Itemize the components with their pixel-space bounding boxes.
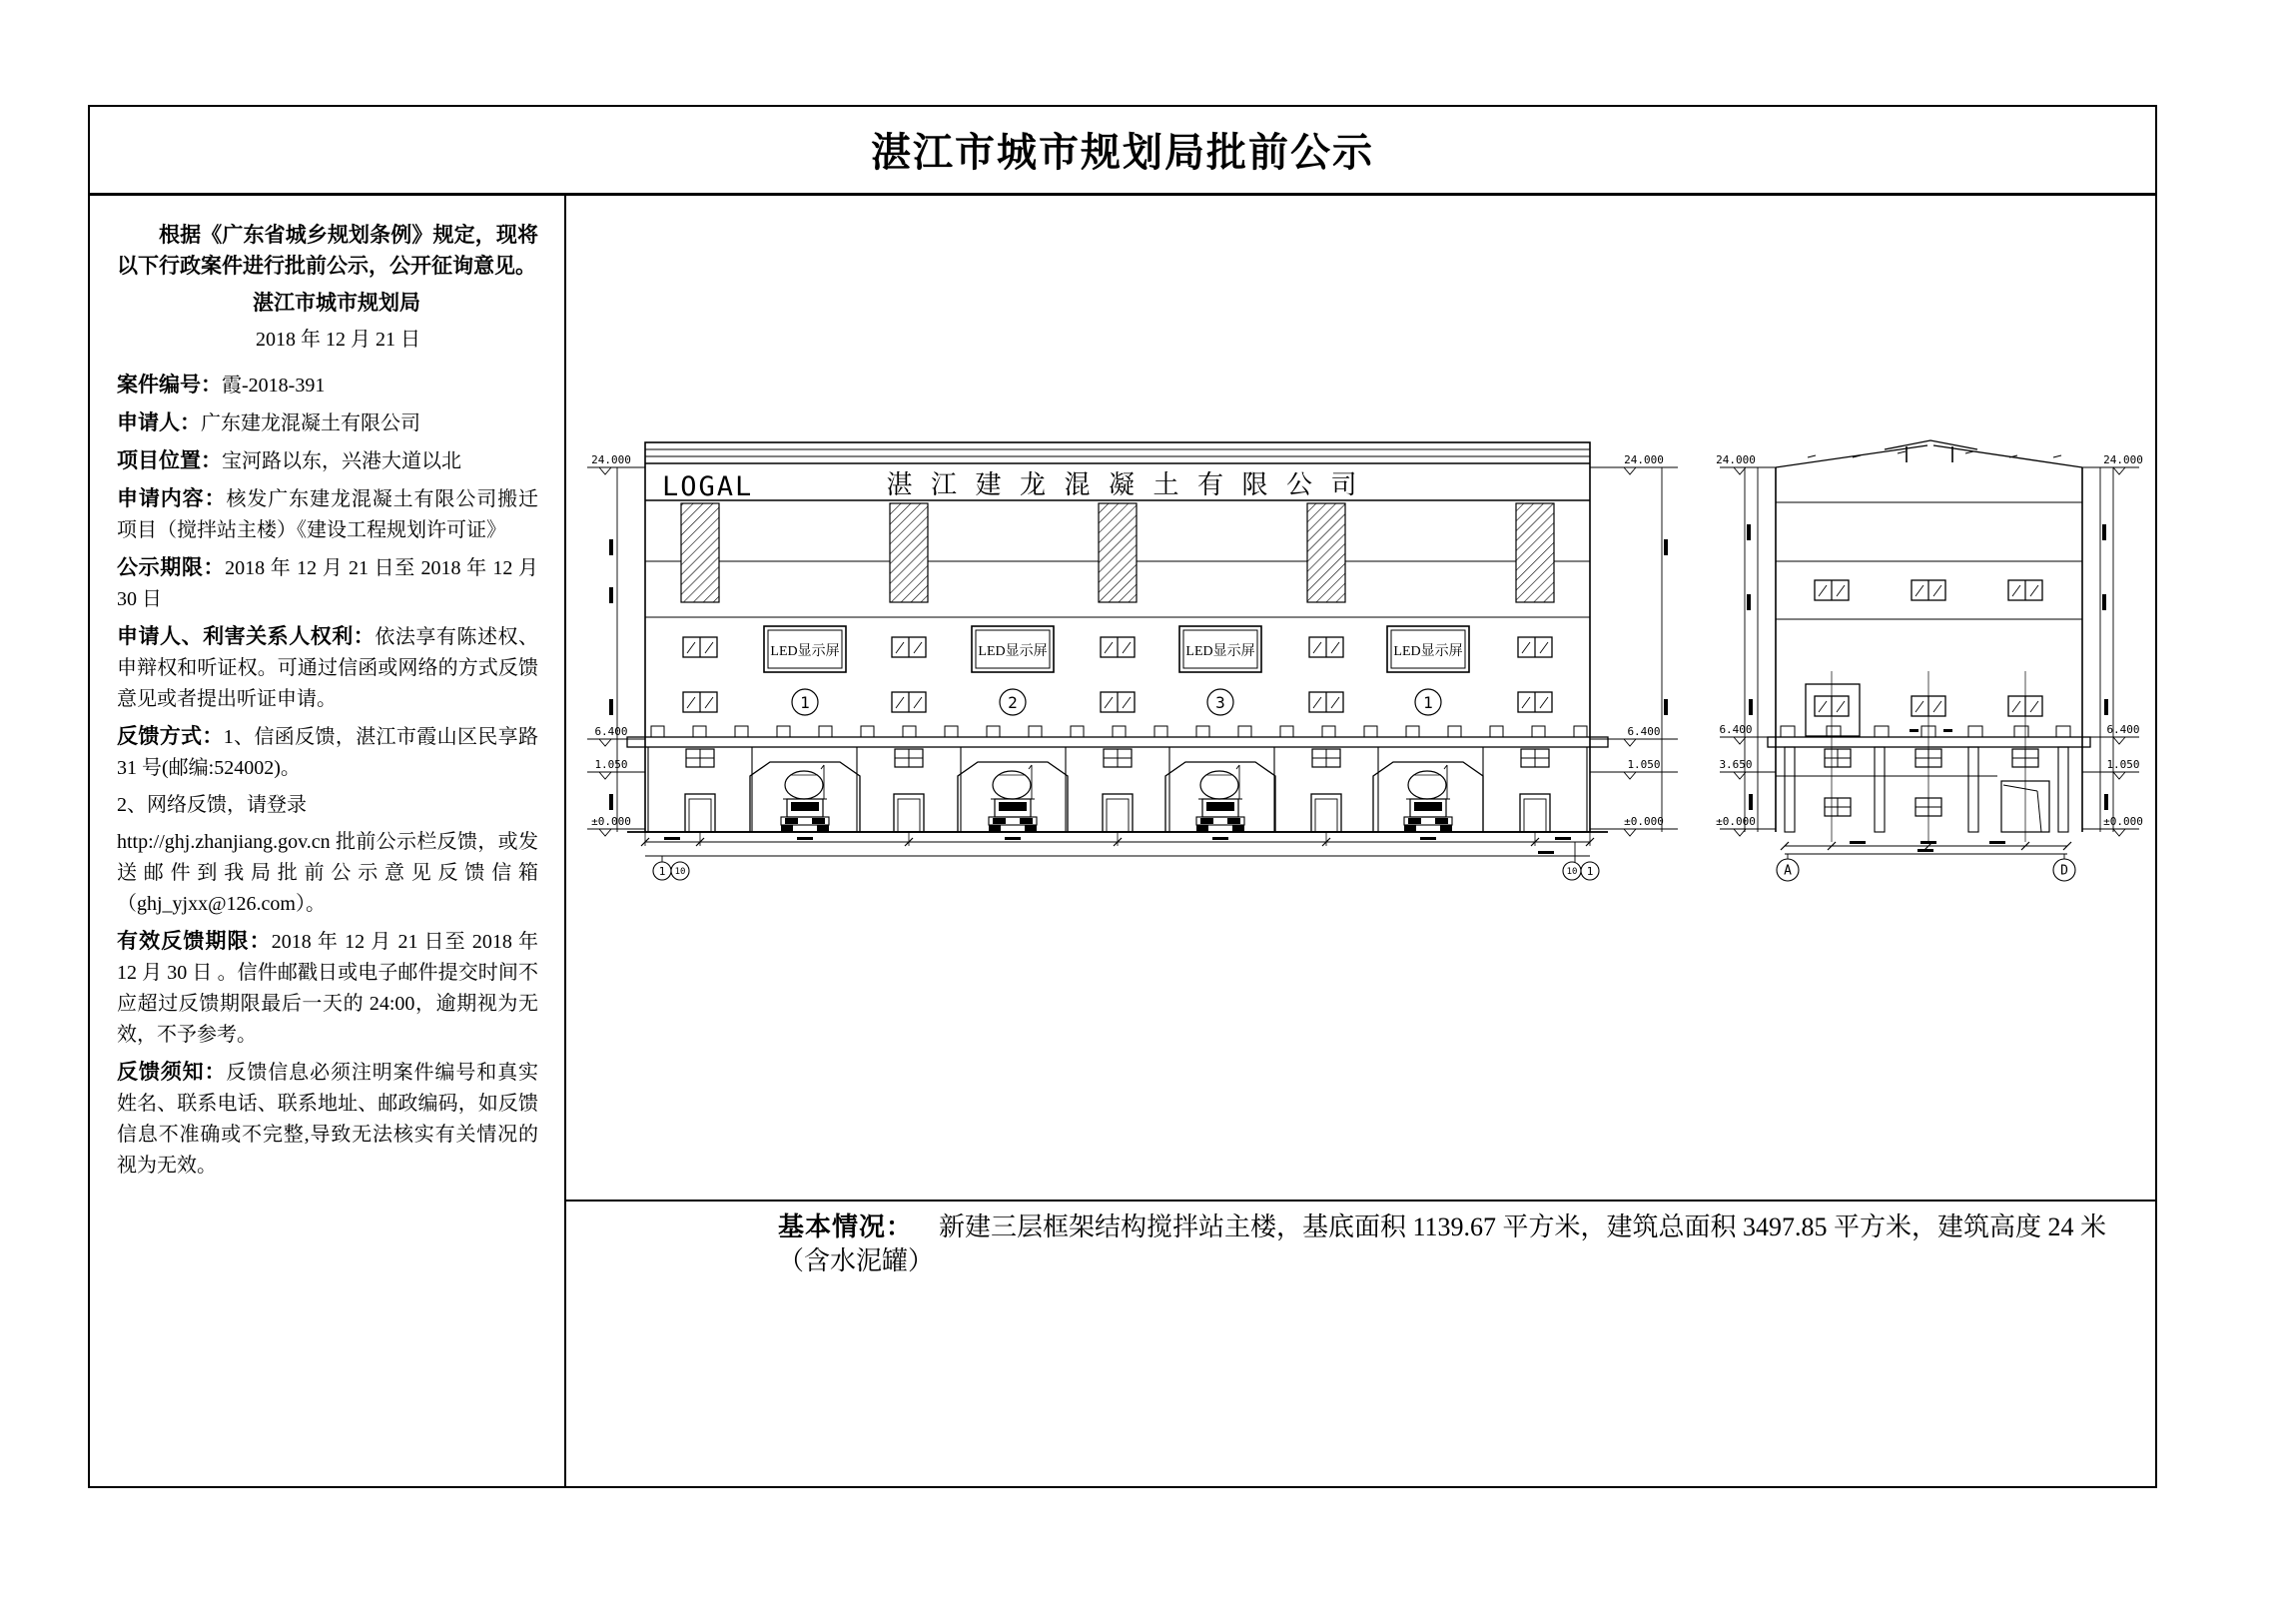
svg-text:24.000: 24.000 [2103,453,2143,466]
notice-authority: 湛江市城市规划局 [253,291,420,315]
svg-text:1.050: 1.050 [594,758,628,771]
svg-text:6.400: 6.400 [594,725,628,738]
notice-item-feedback-online: 2、网络反馈，请登录 [117,794,307,816]
svg-text:LED显示屏: LED显示屏 [978,644,1048,659]
notice-item-case-number: 案件编号：霞-2018-391 [117,373,326,397]
svg-text:24.000: 24.000 [1624,453,1664,466]
main-levels-right [1590,453,1678,836]
svg-text:24.000: 24.000 [591,453,631,466]
svg-text:D: D [2060,863,2068,879]
window [2008,580,2042,600]
window [1518,637,1552,657]
svg-text:LED显示屏: LED显示屏 [1185,644,1255,659]
bay-number-bubble [1415,689,1441,715]
bay-number-bubble [1000,689,1026,715]
main-dimensions [641,832,1599,880]
small-window [1825,798,1851,816]
window [1309,637,1343,657]
door [1103,794,1133,832]
footer-text: 新建三层框架结构搅拌站主楼，基底面积 1139.67 平方米，建筑总面积 3497.85 平方米，建筑高度 24 米（含水泥罐） [778,1212,2107,1275]
small-window [895,749,923,767]
window [1815,580,1849,600]
bay-number-bubble [1207,689,1233,715]
svg-text:A: A [1784,863,1792,879]
window [1101,692,1135,712]
hatched-column [1516,503,1554,602]
small-window [1104,749,1132,767]
notice-item-rights: 申请人、利害关系人权利：依法享有陈述权、申辩权和听证权。可通过信函或网络的方式反馈意见或者提出听证申请。 [117,624,539,710]
window [1101,637,1135,657]
notice-intro: 根据《广东省城乡规划条例》规定，现将以下行政案件进行批前公示，公开征询意见。 [117,223,538,278]
hatched-column [890,503,928,602]
svg-text:±0.000: ±0.000 [591,815,631,828]
svg-text:1: 1 [800,693,810,712]
company-sign: 湛 江 建 龙 混 凝 土 有 限 公 司 [886,470,1363,499]
logo-text: LOGAL [662,471,754,502]
footer-divider [566,1200,2157,1202]
led-display [1179,626,1261,672]
notice-item-location: 项目位置：宝河路以东，兴港大道以北 [117,448,461,472]
bay-number-bubble [792,689,818,715]
main-elevation [627,442,1608,832]
svg-text:24.000: 24.000 [1716,453,1756,466]
svg-text:1: 1 [1586,864,1594,878]
main-levels-left [587,453,645,836]
svg-text:10: 10 [674,867,686,878]
door [1311,794,1341,832]
notice-date: 2018 年 12 月 21 日 [256,329,420,351]
svg-text:6.400: 6.400 [2106,723,2140,736]
svg-text:1: 1 [658,864,666,878]
svg-text:10: 10 [1566,867,1578,878]
svg-text:6.400: 6.400 [1719,723,1753,736]
notice-item-applicant: 申请人：广东建龙混凝土有限公司 [117,410,420,434]
mixer-truck [1196,765,1244,832]
svg-text:LED显示屏: LED显示屏 [1393,644,1463,659]
svg-text:1.050: 1.050 [1627,758,1661,771]
door [685,794,715,832]
small-window [1521,749,1549,767]
svg-text:3: 3 [1215,693,1225,712]
small-window [1825,749,1851,767]
svg-text:LED显示屏: LED显示屏 [770,644,840,659]
svg-text:3.650: 3.650 [1719,758,1753,771]
mixer-truck [781,765,829,832]
svg-text:±0.000: ±0.000 [2103,815,2143,828]
window [1912,580,1945,600]
side-levels-left [1716,453,1776,836]
window [892,692,926,712]
mixer-truck [1404,765,1452,832]
led-display [972,626,1054,672]
window [1518,692,1552,712]
hatched-column [681,503,719,602]
hatched-column [1307,503,1345,602]
door [894,794,924,832]
footer-label: 基本情况： [778,1212,914,1241]
svg-text:±0.000: ±0.000 [1716,815,1756,828]
window [892,637,926,657]
notice-item-feedback-method: 反馈方式：1、信函反馈，湛江市霞山区民享路 31 号(邮编:524002)。 [117,724,538,779]
led-display [1387,626,1469,672]
led-display [764,626,846,672]
side-dimensions [1777,841,2075,881]
side-elevation [1768,440,2090,842]
side-levels-right [2082,453,2143,836]
page-title: 湛江市城市规划局批前公示 [871,129,1374,175]
window [1309,692,1343,712]
svg-text:±0.000: ±0.000 [1624,815,1664,828]
window [683,637,717,657]
mixer-truck [989,765,1037,832]
hatched-column [1099,503,1137,602]
notice-item-feedback-url: http://ghj.zhanjiang.gov.cn 批前公示栏反馈，或发送邮件到我局批前公示意见反馈信箱（ghj_yjxx@126.com）。 [117,831,538,915]
notice-item-period: 公示期限：2018 年 12 月 21 日至 2018 年 12 月 30 日 [117,555,539,610]
small-window [1312,749,1340,767]
window [683,692,717,712]
door [1520,794,1550,832]
notice-item-content: 申请内容：核发广东建龙混凝土有限公司搬迁项目（搅拌站主楼）《建设工程规划许可证》 [117,486,539,541]
svg-text:2: 2 [1008,693,1018,712]
svg-text:1: 1 [1423,693,1433,712]
notice-item-notes: 反馈须知：反馈信息必须注明案件编号和真实姓名、联系电话、联系地址、邮政编码，如反馈信息不准确或不完整,导致无法核实有关情况的视为无效。 [117,1060,539,1177]
svg-text:6.400: 6.400 [1627,725,1661,738]
notice-item-valid-period: 有效反馈期限：2018 年 12 月 21 日至 2018 年 12 月 30 日 。信件邮戳日或电子邮件提交时间不应超过反馈期限最后一天的 24:00，逾期视为无效，不予参考。 [117,929,539,1046]
small-window [686,749,714,767]
footer-note [778,1210,2116,1278]
svg-text:1.050: 1.050 [2106,758,2140,771]
